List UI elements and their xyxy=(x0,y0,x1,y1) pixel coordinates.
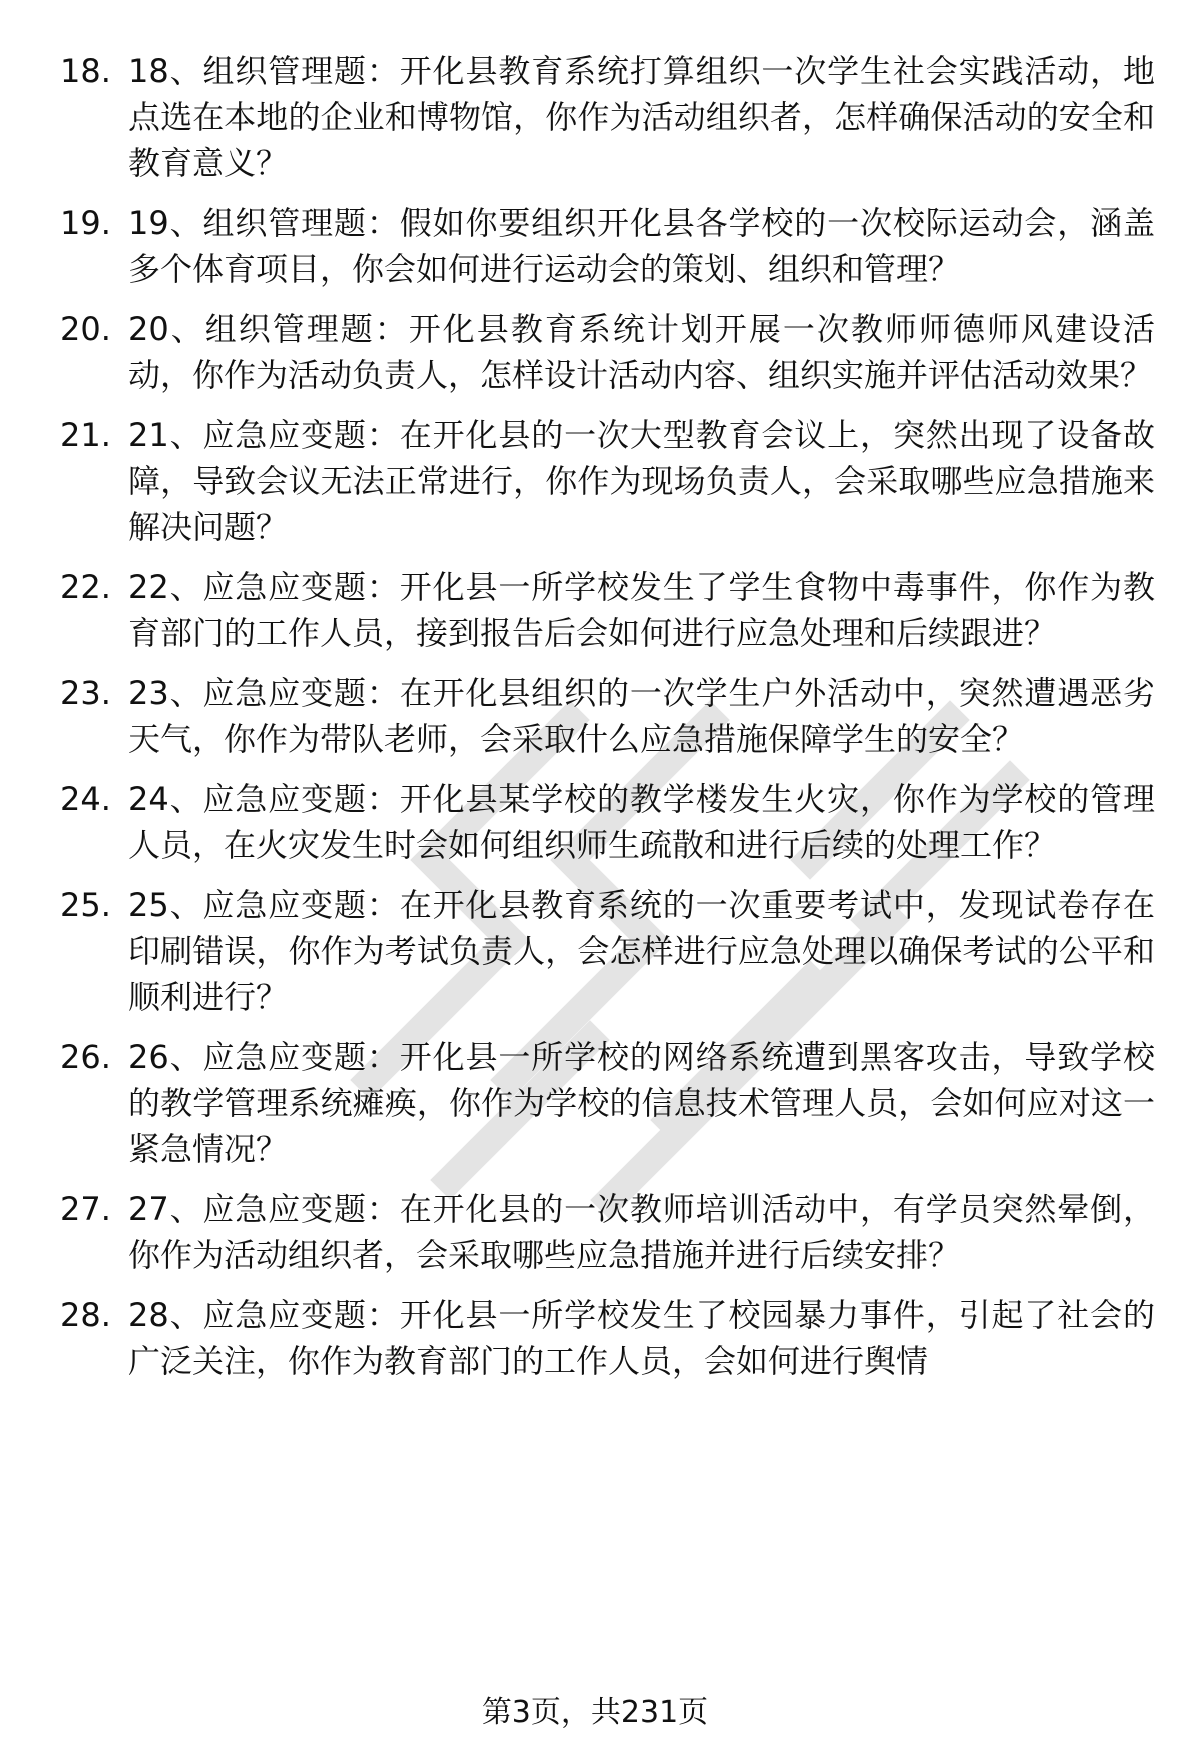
question-text: 23、应急应变题：在开化县组织的一次学生户外活动中，突然遭遇恶劣天气，你作为带队老师，会采取什么应急措施保障学生的安全？ xyxy=(128,674,1155,758)
question-text: 22、应急应变题：开化县一所学校发生了学生食物中毒事件，你作为教育部门的工作人员，接到报告后会如何进行应急处理和后续跟进？ xyxy=(128,568,1155,652)
page-number-footer: 第3页，共231页 xyxy=(481,1695,709,1730)
list-item xyxy=(60,670,1155,762)
list-item xyxy=(60,48,1155,186)
question-number: 21. xyxy=(60,416,111,454)
question-number: 26. xyxy=(60,1038,111,1076)
list-item xyxy=(60,1186,1155,1278)
question-text: 20、组织管理题：开化县教育系统计划开展一次教师师德师风建设活动，你作为活动负责人，怎样设计活动内容、组织实施并评估活动效果？ xyxy=(128,310,1155,394)
question-number: 28. xyxy=(60,1296,111,1334)
question-number: 23. xyxy=(60,674,111,712)
question-text: 28、应急应变题：开化县一所学校发生了校园暴力事件，引起了社会的广泛关注，你作为教育部门的工作人员，会如何进行舆情 xyxy=(128,1296,1155,1380)
list-item xyxy=(60,776,1155,868)
list-item xyxy=(60,1292,1155,1384)
question-number: 27. xyxy=(60,1190,111,1228)
question-text: 26、应急应变题：开化县一所学校的网络系统遭到黑客攻击，导致学校的教学管理系统瘫痪，你作为学校的信息技术管理人员，会如何应对这一紧急情况？ xyxy=(128,1038,1155,1168)
question-number: 18. xyxy=(60,52,111,90)
question-number: 19. xyxy=(60,204,111,242)
question-text: 21、应急应变题：在开化县的一次大型教育会议上，突然出现了设备故障，导致会议无法正常进行，你作为现场负责人，会采取哪些应急措施来解决问题？ xyxy=(128,416,1155,546)
question-number: 25. xyxy=(60,886,111,924)
list-item xyxy=(60,882,1155,1020)
list-item xyxy=(60,306,1155,398)
question-text: 25、应急应变题：在开化县教育系统的一次重要考试中，发现试卷存在印刷错误，你作为考试负责人，会怎样进行应急处理以确保考试的公平和顺利进行？ xyxy=(128,886,1155,1016)
list-item xyxy=(60,412,1155,550)
question-text: 27、应急应变题：在开化县的一次教师培训活动中，有学员突然晕倒，你作为活动组织者，会采取哪些应急措施并进行后续安排？ xyxy=(128,1190,1155,1274)
question-text: 19、组织管理题：假如你要组织开化县各学校的一次校际运动会，涵盖多个体育项目，你会如何进行运动会的策划、组织和管理？ xyxy=(128,204,1155,288)
list-item xyxy=(60,1034,1155,1172)
question-text: 24、应急应变题：开化县某学校的教学楼发生火灾，你作为学校的管理人员，在火灾发生时会如何组织师生疏散和进行后续的处理工作？ xyxy=(128,780,1155,864)
question-number: 20. xyxy=(60,310,111,348)
list-item xyxy=(60,564,1155,656)
question-number: 22. xyxy=(60,568,111,606)
question-list xyxy=(60,48,1155,1398)
question-number: 24. xyxy=(60,780,111,818)
question-text: 18、组织管理题：开化县教育系统打算组织一次学生社会实践活动，地点选在本地的企业和博物馆，你作为活动组织者，怎样确保活动的安全和教育意义？ xyxy=(128,52,1155,182)
list-item xyxy=(60,200,1155,292)
